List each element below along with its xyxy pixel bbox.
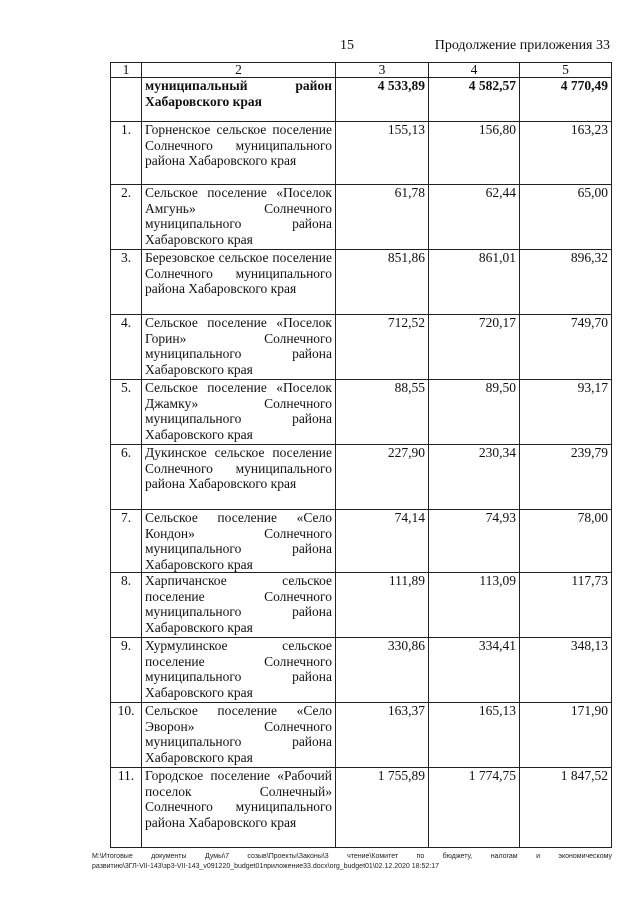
- budget-table: [110, 62, 612, 848]
- value-col5: 171,90: [520, 703, 612, 768]
- column-header: 1: [111, 63, 142, 78]
- settlement-name: Сельское поселение «Село Эворон» Солнечного муниципального района Хабаровского края: [142, 703, 336, 768]
- file-path-footer: [92, 852, 612, 872]
- settlement-name: Горненское сельское поселение Солнечного муниципального района Хабаровского края: [142, 122, 336, 185]
- table-row: [111, 573, 612, 638]
- row-number: [111, 78, 142, 122]
- value-col5: 117,73: [520, 573, 612, 638]
- value-col5: 78,00: [520, 510, 612, 573]
- value-col4: 62,44: [429, 185, 520, 250]
- value-col3: 61,78: [336, 185, 429, 250]
- table-row: [111, 768, 612, 848]
- value-col5: 163,23: [520, 122, 612, 185]
- table-row: [111, 185, 612, 250]
- page-number: 15: [340, 38, 354, 53]
- value-col3: 163,37: [336, 703, 429, 768]
- value-col3: 851,86: [336, 250, 429, 315]
- value-col4: 156,80: [429, 122, 520, 185]
- settlement-name: Дукинское сельское поселение Солнечного муниципального района Хабаровского края: [142, 445, 336, 510]
- value-col3: 712,52: [336, 315, 429, 380]
- row-number: 2.: [111, 185, 142, 250]
- value-col4: 720,17: [429, 315, 520, 380]
- settlement-name: Березовское сельское поселение Солнечного муниципального района Хабаровского края: [142, 250, 336, 315]
- settlement-name: Хурмулинское сельское поселение Солнечного муниципального района Хабаровского края: [142, 638, 336, 703]
- value-col4: 74,93: [429, 510, 520, 573]
- row-number: 1.: [111, 122, 142, 185]
- column-number-row: [111, 63, 612, 78]
- table-row: [111, 380, 612, 445]
- value-col5: 348,13: [520, 638, 612, 703]
- value-col4: 165,13: [429, 703, 520, 768]
- settlement-name: Сельское поселение «Село Кондон» Солнечного муниципального района Хабаровского края: [142, 510, 336, 573]
- row-number: 6.: [111, 445, 142, 510]
- table-row: [111, 510, 612, 573]
- column-header: 2: [142, 63, 336, 78]
- row-number: 10.: [111, 703, 142, 768]
- value-col4: 230,34: [429, 445, 520, 510]
- row-number: 5.: [111, 380, 142, 445]
- value-col3: 330,86: [336, 638, 429, 703]
- total-row: [111, 78, 612, 122]
- value-col5: 93,17: [520, 380, 612, 445]
- settlement-name: Городское поселение «Рабочий поселок Солнечный» Солнечного муниципального района Хабаровского края: [142, 768, 336, 848]
- row-number: 9.: [111, 638, 142, 703]
- footer-line-2: развитию\3ГЛ-VII-143\зр3-VII-143_v091220_budget01приложение33.docx\org_budget01\02.12.2020 18:52:17: [92, 863, 439, 870]
- table-row: [111, 250, 612, 315]
- value-col4: 334,41: [429, 638, 520, 703]
- row-number: 11.: [111, 768, 142, 848]
- value-col4: 89,50: [429, 380, 520, 445]
- page-header: [0, 38, 640, 58]
- settlement-name: Харпичанское сельское поселение Солнечного муниципального района Хабаровского края: [142, 573, 336, 638]
- value-col4: 113,09: [429, 573, 520, 638]
- value-col5: 749,70: [520, 315, 612, 380]
- value-col5: 239,79: [520, 445, 612, 510]
- value-col3: 111,89: [336, 573, 429, 638]
- value-col5: 1 847,52: [520, 768, 612, 848]
- column-header: 3: [336, 63, 429, 78]
- value-col4: 1 774,75: [429, 768, 520, 848]
- column-header: 5: [520, 63, 612, 78]
- district-name: муниципальный район Хабаровского края: [142, 78, 336, 122]
- table-row: [111, 703, 612, 768]
- value-col5: 4 770,49: [520, 78, 612, 122]
- continuation-label: Продолжение приложения 33: [434, 38, 610, 53]
- table-row: [111, 315, 612, 380]
- settlement-name: Сельское поселение «Поселок Горин» Солнечного муниципального района Хабаровского края: [142, 315, 336, 380]
- settlement-name: Сельское поселение «Поселок Джамку» Солнечного муниципального района Хабаровского края: [142, 380, 336, 445]
- value-col3: 155,13: [336, 122, 429, 185]
- value-col3: 74,14: [336, 510, 429, 573]
- value-col5: 896,32: [520, 250, 612, 315]
- footer-line-1: М:\Итоговые документы Думы\7 созыв\Проекты\Законы\3 чтение\Комитет по бюджету, налогам и экономическому: [92, 853, 612, 860]
- settlement-name: Сельское поселение «Поселок Амгунь» Солнечного муниципального района Хабаровского края: [142, 185, 336, 250]
- value-col3: 4 533,89: [336, 78, 429, 122]
- table-row: [111, 122, 612, 185]
- value-col4: 4 582,57: [429, 78, 520, 122]
- value-col3: 88,55: [336, 380, 429, 445]
- value-col4: 861,01: [429, 250, 520, 315]
- row-number: 8.: [111, 573, 142, 638]
- row-number: 3.: [111, 250, 142, 315]
- value-col3: 1 755,89: [336, 768, 429, 848]
- column-header: 4: [429, 63, 520, 78]
- value-col5: 65,00: [520, 185, 612, 250]
- table-row: [111, 638, 612, 703]
- row-number: 7.: [111, 510, 142, 573]
- value-col3: 227,90: [336, 445, 429, 510]
- row-number: 4.: [111, 315, 142, 380]
- table-row: [111, 445, 612, 510]
